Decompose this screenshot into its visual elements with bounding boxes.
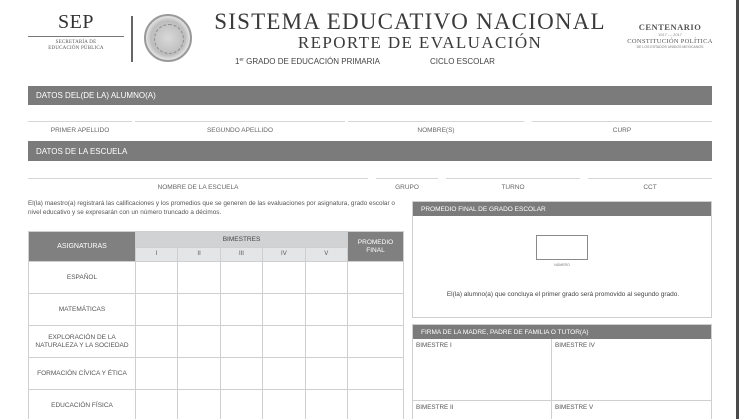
bimester-5-header: V	[305, 247, 347, 261]
grade-cell[interactable]	[136, 358, 178, 390]
grade-cell[interactable]	[136, 294, 178, 326]
given-names-field[interactable]	[348, 121, 524, 134]
subject-name: FORMACIÓN CÍVICA Y ÉTICA	[29, 358, 136, 390]
second-surname-label: SEGUNDO APELLIDO	[206, 127, 274, 134]
subjects-header: ASIGNATURAS	[29, 232, 136, 262]
first-surname-field[interactable]	[28, 121, 132, 134]
grade-cell[interactable]	[136, 390, 178, 419]
sep-line1: SECRETARÍA DE	[55, 40, 97, 45]
signature-bimester-2-label: BIMESTRE II	[416, 404, 454, 411]
school-cycle-label: CICLO ESCOLAR	[430, 57, 495, 66]
group-label: GRUPO	[395, 184, 419, 191]
centenario-logo	[622, 22, 718, 49]
subject-name: EXPLORACIÓN DE LA NATURALEZA Y LA SOCIEDAD	[29, 326, 136, 358]
table-row	[29, 326, 404, 358]
sep-line2: EDUCACIÓN PÚBLICA	[48, 46, 104, 51]
student-section-header: DATOS DEL(DE LA) ALUMNO(A)	[28, 86, 712, 105]
table-row	[29, 262, 404, 294]
grading-instructions: El(la) maestro(a) registrará las calificaciones y los promedios que se generen de las evaluaciones por asignatura, grado escolar o nivel educativo y se expresarán con un número truncado a décimos.	[28, 200, 395, 216]
grade-cell[interactable]	[305, 326, 347, 358]
grade-cell[interactable]	[178, 358, 220, 390]
grade-cell[interactable]	[178, 294, 220, 326]
grade-cell[interactable]	[136, 262, 178, 294]
final-grade-cell[interactable]	[348, 326, 404, 358]
page-subtitle: REPORTE DE EVALUACIÓN	[297, 33, 543, 52]
national-seal-icon	[144, 14, 192, 62]
grade-cell[interactable]	[136, 326, 178, 358]
grade-cell[interactable]	[220, 294, 262, 326]
guardian-signature-panel	[412, 324, 712, 419]
grade-text: GRADO DE EDUCACIÓN PRIMARIA	[246, 57, 380, 66]
subject-name: MATEMÁTICAS	[29, 294, 136, 326]
grade-cell[interactable]	[263, 390, 305, 419]
centenario-line2: DE LOS ESTADOS UNIDOS MEXICANOS	[636, 45, 704, 49]
signature-bimester-4[interactable]	[552, 339, 711, 400]
signature-bimester-5-label: BIMESTRE V	[555, 404, 594, 411]
final-grade-cell[interactable]	[348, 358, 404, 390]
given-names-label: NOMBRE(S)	[417, 127, 455, 134]
final-average-panel	[412, 201, 712, 318]
grade-cell[interactable]	[220, 326, 262, 358]
grade-cell[interactable]	[263, 326, 305, 358]
school-name-label: NOMBRE DE LA ESCUELA	[157, 184, 239, 191]
grade-number: 1	[235, 57, 240, 66]
grade-cell[interactable]	[305, 390, 347, 419]
signature-bimester-4-label: BIMESTRE IV	[555, 342, 595, 349]
final-average-header	[348, 232, 404, 262]
grade-label	[235, 57, 380, 66]
centenario-years: 1917 — 2017	[657, 32, 683, 37]
title-block	[200, 10, 620, 52]
sep-logo	[28, 12, 124, 52]
final-average-number-label: NÚMERO	[554, 263, 570, 267]
table-row	[29, 294, 404, 326]
grade-cell[interactable]	[178, 390, 220, 419]
grade-superscript: er	[239, 57, 244, 63]
bimester-4-header: IV	[263, 247, 305, 261]
grade-cell[interactable]	[305, 262, 347, 294]
table-row	[29, 390, 404, 419]
grade-cell[interactable]	[178, 262, 220, 294]
shift-field[interactable]	[446, 178, 580, 191]
grade-cell[interactable]	[220, 262, 262, 294]
grade-cell[interactable]	[305, 294, 347, 326]
first-surname-label: PRIMER APELLIDO	[50, 127, 110, 134]
signature-bimester-2[interactable]	[413, 401, 551, 419]
signature-bimester-5[interactable]	[552, 401, 711, 419]
cct-label: CCT	[643, 184, 657, 191]
school-name-field[interactable]	[28, 178, 368, 191]
bimester-3-header: III	[220, 247, 262, 261]
subject-name: EDUCACIÓN FÍSICA	[29, 390, 136, 419]
bimester-1-header: I	[136, 247, 178, 261]
bimesters-header: BIMESTRES	[136, 232, 348, 248]
grade-cell[interactable]	[178, 326, 220, 358]
final-average-panel-header: PROMEDIO FINAL DE GRADO ESCOLAR	[413, 202, 711, 216]
logo-rule	[28, 36, 124, 37]
grades-table	[28, 231, 404, 419]
cct-field[interactable]	[588, 178, 712, 191]
subject-name: ESPAÑOL	[29, 262, 136, 294]
signature-panel-header: FIRMA DE LA MADRE, PADRE DE FAMILIA O TUTOR(A)	[413, 325, 711, 339]
centenario-line1: CONSTITUCIÓN POLÍTICA	[627, 38, 713, 45]
grade-cell[interactable]	[263, 262, 305, 294]
grade-cell[interactable]	[220, 390, 262, 419]
page-title: SISTEMA EDUCATIVO NACIONAL	[214, 9, 606, 34]
final-grade-cell[interactable]	[348, 294, 404, 326]
centenario-title: CENTENARIO	[638, 22, 702, 32]
grade-cell[interactable]	[263, 294, 305, 326]
signature-bimester-1-label: BIMESTRE I	[416, 342, 452, 349]
final-average-header-line2: FINAL	[366, 246, 385, 254]
signature-grid	[413, 339, 711, 419]
final-grade-cell[interactable]	[348, 262, 404, 294]
grade-cell[interactable]	[263, 358, 305, 390]
bimester-2-header: II	[178, 247, 220, 261]
table-row	[29, 358, 404, 390]
final-average-header-line1: PROMEDIO	[357, 238, 394, 246]
curp-field[interactable]	[532, 121, 712, 134]
final-average-number-box[interactable]	[536, 235, 588, 260]
group-field[interactable]	[376, 178, 438, 191]
grade-cell[interactable]	[305, 358, 347, 390]
school-section-header: DATOS DE LA ESCUELA	[28, 141, 712, 161]
second-surname-field[interactable]	[135, 121, 345, 134]
promotion-note: El(la) alumno(a) que concluya el primer grado será promovido al segundo grado.	[446, 291, 680, 298]
sep-acronym: SEP	[58, 11, 94, 33]
signature-bimester-1[interactable]	[413, 339, 551, 400]
grade-cell[interactable]	[220, 358, 262, 390]
final-grade-cell[interactable]	[348, 390, 404, 419]
curp-label: CURP	[612, 127, 632, 134]
shift-label: TURNO	[501, 184, 525, 191]
page-edge-border	[736, 0, 739, 419]
header-divider	[131, 16, 133, 62]
